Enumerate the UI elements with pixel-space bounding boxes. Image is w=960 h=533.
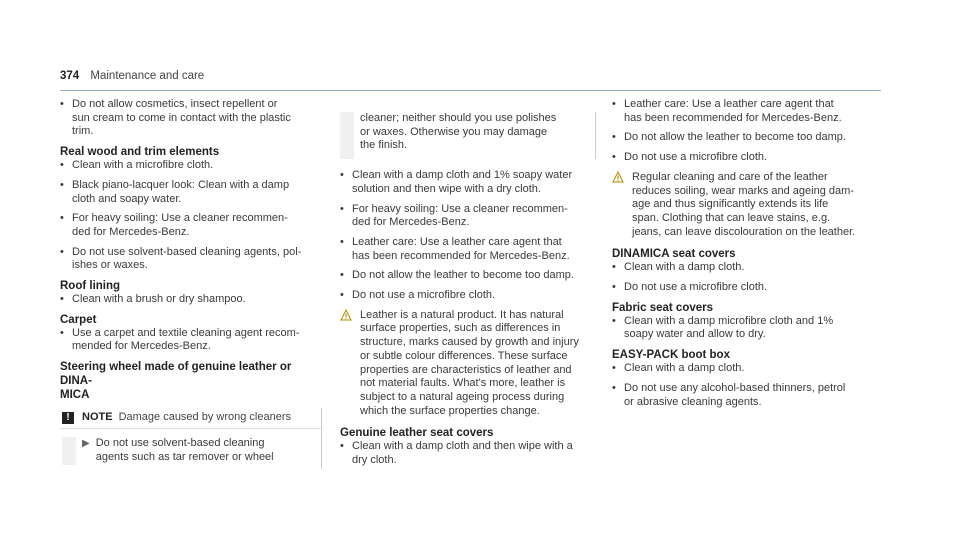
- note-continuation: [340, 112, 596, 159]
- bullet-icon: •: [340, 235, 344, 248]
- bullet-icon: •: [60, 178, 64, 191]
- list-item-text: For heavy soiling: Use a cleaner recommen- ded for Mercedes-Benz.: [72, 212, 288, 238]
- tip-text: Leather is a natural product. It has natural surface properties, such as differences in structure, marks caused by growth and injury or subtle colour differences. These surface properties are characteristics of leather and not material faults. What's more, leather is subject to a natural ageing process during which the surface properties change.: [360, 308, 579, 417]
- list-item: [60, 212, 322, 239]
- list-item-text: Clean with a brush or dry shampoo.: [72, 293, 246, 306]
- list-item-text: Do not allow cosmetics, insect repellent or sun cream to come in contact with the plastic trim.: [72, 98, 291, 138]
- list-item: [340, 169, 596, 196]
- tip-text: Regular cleaning and care of the leather reduces soiling, wear marks and ageing dam- age and thus significantly extends its life span. Clothing that can leave stains, e.g. jeans, can leave discolouration on the leather.: [632, 170, 856, 238]
- bullet-icon: •: [612, 281, 616, 294]
- column-3: [612, 98, 884, 415]
- list-item: [612, 261, 884, 275]
- bullet-icon: •: [340, 202, 344, 215]
- section-heading-carpet: Carpet: [60, 313, 97, 326]
- list-item-text: Leather care: Use a leather care agent that has been recommended for Mercedes-Benz.: [352, 235, 570, 262]
- note-body: [60, 429, 321, 468]
- list-item-text: Do not use a microfibre cloth.: [624, 151, 768, 164]
- bullet-icon: •: [60, 326, 64, 339]
- bullet-icon: •: [340, 269, 344, 282]
- list-item: [340, 269, 596, 283]
- list-item: [60, 98, 322, 139]
- list-item-text: Clean with a damp cloth.: [624, 261, 745, 274]
- section-heading-genuine-leather: Genuine leather seat covers: [340, 427, 494, 440]
- section-heading-easy-pack: EASY-PACK boot box: [612, 349, 730, 362]
- note-label: NOTE: [82, 411, 113, 424]
- bullet-icon: •: [60, 98, 64, 110]
- section-heading-fabric: Fabric seat covers: [612, 301, 714, 314]
- list-item-text: Black piano-lacquer look: Clean with a damp cloth and soapy water.: [72, 178, 290, 205]
- bullet-icon: •: [60, 245, 64, 258]
- info-tip-icon: [612, 171, 624, 183]
- list-item-text: Clean with a damp cloth and then wipe with a dry cloth.: [352, 440, 573, 467]
- arrow-right-icon: ▶: [82, 438, 90, 450]
- list-item-text: Do not allow the leather to become too damp.: [352, 269, 574, 282]
- column-2: [340, 104, 596, 474]
- bullet-icon: •: [612, 98, 616, 110]
- bullet-icon: •: [60, 212, 64, 225]
- note-box: [60, 408, 322, 468]
- info-tip-icon: [340, 309, 352, 321]
- note-title: Damage caused by wrong cleaners: [118, 411, 291, 424]
- tip-block: [340, 309, 596, 419]
- list-item: [612, 281, 884, 295]
- list-item: [612, 315, 884, 342]
- page-header: [60, 70, 204, 82]
- list-item: [60, 327, 322, 354]
- section-heading-wood: Real wood and trim elements: [60, 146, 220, 159]
- bullet-icon: •: [612, 362, 616, 375]
- list-item-text: Clean with a microfibre cloth.: [72, 159, 214, 172]
- section-heading-dinamica: DINAMICA seat covers: [612, 248, 736, 261]
- list-item-text: Do not use a microfibre cloth.: [624, 281, 768, 294]
- list-item: [340, 289, 596, 303]
- bullet-icon: •: [612, 151, 616, 164]
- list-item: [60, 293, 322, 307]
- bullet-icon: •: [612, 131, 616, 144]
- list-item-text: Leather care: Use a leather care agent that has been recommended for Mercedes-Benz.: [624, 98, 842, 124]
- list-item: [612, 362, 884, 376]
- list-item: [60, 159, 322, 173]
- column-1: [60, 98, 322, 469]
- list-item-text: Do not allow the leather to become too damp.: [624, 131, 846, 144]
- note-header: [60, 408, 321, 429]
- list-item-text: For heavy soiling: Use a cleaner recommen- ded for Mercedes-Benz.: [352, 202, 568, 229]
- note-text: Do not use solvent-based cleaning agents such as tar remover or wheel: [95, 437, 274, 463]
- section-heading-roof: Roof lining: [60, 280, 121, 293]
- bullet-icon: •: [612, 314, 616, 327]
- list-item: [340, 236, 596, 263]
- page-number: 374: [60, 70, 80, 82]
- bullet-icon: •: [60, 293, 64, 306]
- tip-block: [612, 171, 884, 240]
- list-item-text: Do not use any alcohol-based thinners, petrol or abrasive cleaning agents.: [624, 381, 846, 408]
- bullet-icon: •: [612, 261, 616, 274]
- list-item: [60, 179, 322, 206]
- note-side-bar: [340, 112, 354, 159]
- list-item: [612, 98, 884, 125]
- list-item: [340, 203, 596, 230]
- header-rule: [60, 90, 881, 91]
- note-side-bar: [62, 437, 76, 464]
- list-item-text: Do not use solvent-based cleaning agents, pol- ishes or waxes.: [72, 245, 302, 272]
- list-item-text: Do not use a microfibre cloth.: [352, 289, 496, 302]
- list-item: [612, 131, 884, 145]
- bullet-icon: •: [340, 440, 344, 453]
- warning-icon: !: [62, 412, 74, 424]
- list-item: [612, 382, 884, 409]
- list-item-text: Clean with a damp cloth.: [624, 362, 745, 375]
- list-item: [60, 246, 322, 273]
- bullet-icon: •: [60, 159, 64, 172]
- section-heading-steering: Steering wheel made of genuine leather or DINA- MICA: [60, 361, 292, 402]
- list-item-text: Clean with a damp microfibre cloth and 1% soapy water and allow to dry.: [624, 314, 834, 341]
- list-item: [612, 151, 884, 165]
- bullet-icon: •: [340, 289, 344, 302]
- list-item-text: Clean with a damp cloth and 1% soapy water solution and then wipe with a dry cloth.: [352, 169, 573, 195]
- note-text: cleaner; neither should you use polishes or waxes. Otherwise you may damage the finish.: [360, 112, 557, 152]
- list-item-text: Use a carpet and textile cleaning agent recom- mended for Mercedes-Benz.: [72, 326, 300, 353]
- list-item: [340, 440, 596, 467]
- bullet-icon: •: [340, 169, 344, 182]
- section-title: Maintenance and care: [90, 70, 205, 82]
- bullet-icon: •: [612, 381, 616, 394]
